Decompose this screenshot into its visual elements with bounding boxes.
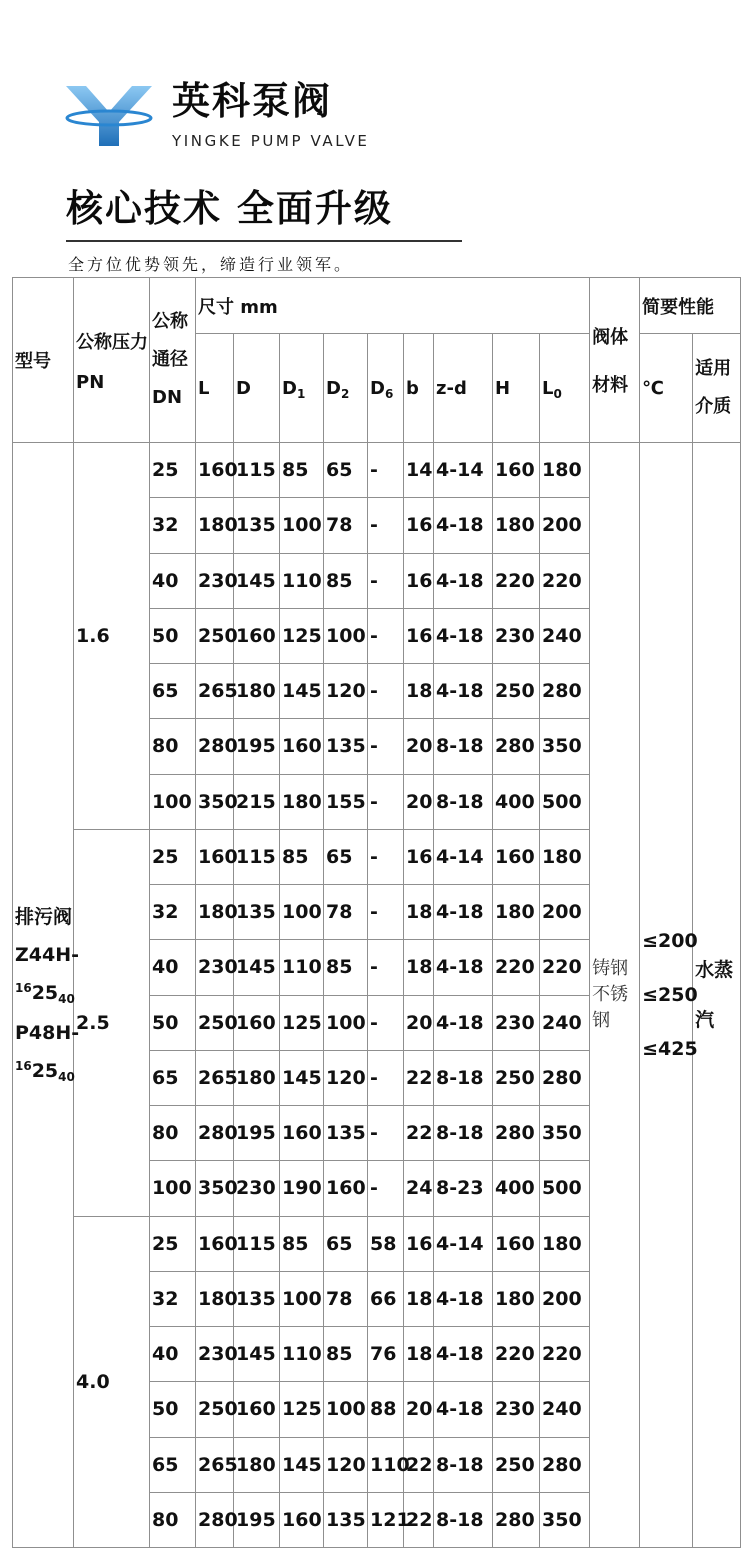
cell-dn: 50 <box>150 608 196 663</box>
cell-l0: 180 <box>540 1216 590 1271</box>
slogan-divider <box>66 240 462 242</box>
cell-h: 220 <box>493 1327 540 1382</box>
pn-cell: 2.5 <box>74 829 150 1216</box>
header-D6-sub: 6 <box>384 386 394 401</box>
cell-zd: 4-14 <box>434 1216 493 1271</box>
cell-d: 145 <box>234 553 280 608</box>
cell-d6: - <box>368 1050 404 1105</box>
header-material-line2: 材料 <box>592 375 629 396</box>
cell-dn: 25 <box>150 1216 196 1271</box>
brand-name-en: YINGKE PUMP VALVE <box>172 132 370 150</box>
cell-d2: 100 <box>324 1382 368 1437</box>
header-pn <box>74 278 150 443</box>
cell-l: 230 <box>196 553 234 608</box>
cell-zd: 8-23 <box>434 1161 493 1216</box>
cell-d6: - <box>368 940 404 995</box>
cell-d: 115 <box>234 829 280 884</box>
cell-d6: - <box>368 553 404 608</box>
cell-d1: 160 <box>280 719 324 774</box>
cell-dn: 32 <box>150 498 196 553</box>
cell-d1: 100 <box>280 1271 324 1326</box>
cell-d: 135 <box>234 498 280 553</box>
cell-dn: 80 <box>150 1106 196 1161</box>
cell-b: 20 <box>404 1382 434 1437</box>
cell-l0: 280 <box>540 1437 590 1492</box>
cell-d6: - <box>368 774 404 829</box>
pn-cell: 4.0 <box>74 1216 150 1548</box>
cell-d6: 88 <box>368 1382 404 1437</box>
cell-d2: 78 <box>324 498 368 553</box>
cell-l0: 200 <box>540 498 590 553</box>
temperature-1: ≤200 <box>642 930 698 952</box>
cell-l0: 500 <box>540 1161 590 1216</box>
cell-zd: 4-18 <box>434 940 493 995</box>
cell-dn: 80 <box>150 719 196 774</box>
cell-l: 230 <box>196 1327 234 1382</box>
cell-d1: 85 <box>280 829 324 884</box>
header-L0 <box>540 334 590 443</box>
material-line3: 钢 <box>592 1010 611 1031</box>
cell-zd: 4-18 <box>434 1327 493 1382</box>
cell-h: 220 <box>493 553 540 608</box>
cell-d1: 145 <box>280 1437 324 1492</box>
cell-zd: 8-18 <box>434 1050 493 1105</box>
cell-d1: 180 <box>280 774 324 829</box>
cell-b: 22 <box>404 1437 434 1492</box>
cell-l: 230 <box>196 940 234 995</box>
cell-d6: 58 <box>368 1216 404 1271</box>
header-L: L <box>196 334 234 443</box>
cell-dn: 65 <box>150 1437 196 1492</box>
cell-l0: 280 <box>540 664 590 719</box>
cell-d6: - <box>368 608 404 663</box>
cell-h: 160 <box>493 829 540 884</box>
header-dn-line1: 公称 <box>152 311 188 332</box>
header-dn-line3: DN <box>152 387 183 408</box>
cell-d: 180 <box>234 664 280 719</box>
header-pn-line2: PN <box>76 371 105 393</box>
cell-d2: 120 <box>324 664 368 719</box>
cell-d: 160 <box>234 608 280 663</box>
cell-d: 215 <box>234 774 280 829</box>
cell-dn: 32 <box>150 885 196 940</box>
cell-d1: 145 <box>280 664 324 719</box>
header-L0-sub: 0 <box>553 386 562 401</box>
cell-b: 18 <box>404 940 434 995</box>
brand-name: 英科泵阀 <box>172 79 333 123</box>
cell-d2: 120 <box>324 1050 368 1105</box>
cell-h: 250 <box>493 664 540 719</box>
model-line4: P48H- <box>15 1022 80 1044</box>
header-row <box>13 278 741 334</box>
header-D2 <box>324 334 368 443</box>
cell-zd: 4-18 <box>434 995 493 1050</box>
cell-l0: 200 <box>540 1271 590 1326</box>
cell-l: 280 <box>196 1492 234 1547</box>
cell-h: 230 <box>493 995 540 1050</box>
cell-h: 160 <box>493 443 540 498</box>
cell-dn: 65 <box>150 664 196 719</box>
cell-zd: 4-18 <box>434 664 493 719</box>
material-line1: 铸钢 <box>592 958 629 979</box>
cell-d6: - <box>368 498 404 553</box>
cell-b: 16 <box>404 829 434 884</box>
cell-zd: 8-18 <box>434 1492 493 1547</box>
cell-d2: 65 <box>324 1216 368 1271</box>
cell-l: 265 <box>196 664 234 719</box>
cell-d6: - <box>368 829 404 884</box>
cell-d: 180 <box>234 1050 280 1105</box>
header-dn-line2: 通径 <box>152 349 188 370</box>
temperature-2: ≤250 <box>642 984 698 1006</box>
material-cell <box>590 443 640 1548</box>
cell-l: 350 <box>196 1161 234 1216</box>
header-medium-line1: 适用 <box>695 358 732 379</box>
cell-b: 18 <box>404 664 434 719</box>
cell-l0: 220 <box>540 940 590 995</box>
cell-d1: 85 <box>280 443 324 498</box>
model-cell <box>13 443 80 1548</box>
cell-d1: 160 <box>280 1492 324 1547</box>
header-pn-line1: 公称压力 <box>76 331 148 353</box>
cell-d2: 100 <box>324 995 368 1050</box>
cell-zd: 8-18 <box>434 719 493 774</box>
cell-d2: 85 <box>324 940 368 995</box>
cell-l0: 280 <box>540 1050 590 1105</box>
cell-b: 14 <box>404 443 434 498</box>
cell-dn: 100 <box>150 774 196 829</box>
cell-l0: 500 <box>540 774 590 829</box>
cell-h: 280 <box>493 1106 540 1161</box>
cell-b: 20 <box>404 719 434 774</box>
cell-d: 145 <box>234 1327 280 1382</box>
cell-h: 180 <box>493 1271 540 1326</box>
cell-l0: 200 <box>540 885 590 940</box>
header-D2-base: D <box>326 377 341 399</box>
cell-d6: - <box>368 664 404 719</box>
cell-l: 350 <box>196 774 234 829</box>
cell-l0: 350 <box>540 1106 590 1161</box>
header-material-line1: 阀体 <box>592 327 629 348</box>
header-D6 <box>368 334 404 443</box>
cell-d6: - <box>368 1161 404 1216</box>
cell-d2: 65 <box>324 443 368 498</box>
cell-d1: 100 <box>280 885 324 940</box>
cell-b: 18 <box>404 885 434 940</box>
cell-l: 160 <box>196 1216 234 1271</box>
cell-d: 145 <box>234 940 280 995</box>
cell-dn: 80 <box>150 1492 196 1547</box>
cell-d: 115 <box>234 1216 280 1271</box>
cell-l0: 180 <box>540 443 590 498</box>
cell-zd: 4-14 <box>434 443 493 498</box>
header-material <box>590 278 640 443</box>
model-line5-sub: 40 <box>58 1070 75 1084</box>
cell-h: 280 <box>493 719 540 774</box>
cell-l: 280 <box>196 719 234 774</box>
cell-d1: 190 <box>280 1161 324 1216</box>
medium-line1: 水蒸 <box>695 959 734 981</box>
cell-h: 280 <box>493 1492 540 1547</box>
model-line1: 排污阀 <box>15 906 73 928</box>
cell-l0: 180 <box>540 829 590 884</box>
cell-l: 280 <box>196 1106 234 1161</box>
cell-d2: 120 <box>324 1437 368 1492</box>
cell-h: 180 <box>493 885 540 940</box>
cell-d: 195 <box>234 1106 280 1161</box>
cell-h: 230 <box>493 1382 540 1437</box>
cell-dn: 25 <box>150 443 196 498</box>
cell-d2: 78 <box>324 885 368 940</box>
cell-zd: 8-18 <box>434 774 493 829</box>
cell-dn: 100 <box>150 1161 196 1216</box>
cell-l: 265 <box>196 1437 234 1492</box>
cell-dn: 50 <box>150 995 196 1050</box>
temperature-3: ≤425 <box>642 1038 698 1060</box>
cell-d2: 155 <box>324 774 368 829</box>
slogan-title: 核心技术 全面升级 <box>66 186 393 230</box>
header-perf: 简要性能 <box>640 278 741 334</box>
cell-d1: 125 <box>280 995 324 1050</box>
pn-cell: 1.6 <box>74 443 150 830</box>
cell-d: 115 <box>234 443 280 498</box>
cell-l0: 240 <box>540 995 590 1050</box>
cell-d2: 160 <box>324 1161 368 1216</box>
cell-l: 160 <box>196 829 234 884</box>
cell-d1: 110 <box>280 1327 324 1382</box>
cell-d1: 145 <box>280 1050 324 1105</box>
cell-l: 180 <box>196 1271 234 1326</box>
cell-b: 20 <box>404 995 434 1050</box>
cell-l0: 220 <box>540 1327 590 1382</box>
model-line2: Z44H- <box>15 944 80 966</box>
cell-zd: 4-18 <box>434 498 493 553</box>
medium-cell <box>693 443 741 1548</box>
cell-dn: 50 <box>150 1382 196 1437</box>
cell-dn: 40 <box>150 1327 196 1382</box>
cell-b: 16 <box>404 608 434 663</box>
model-line3-sub: 40 <box>58 992 75 1006</box>
cell-d: 135 <box>234 1271 280 1326</box>
cell-d6: 66 <box>368 1271 404 1326</box>
cell-d6: - <box>368 885 404 940</box>
cell-zd: 4-18 <box>434 1271 493 1326</box>
model-line3-main: 25 <box>31 982 59 1004</box>
cell-d6: - <box>368 719 404 774</box>
table-row <box>13 443 741 498</box>
cell-b: 16 <box>404 498 434 553</box>
cell-l: 180 <box>196 885 234 940</box>
cell-l: 265 <box>196 1050 234 1105</box>
cell-l: 250 <box>196 1382 234 1437</box>
cell-d: 230 <box>234 1161 280 1216</box>
cell-zd: 4-14 <box>434 829 493 884</box>
cell-l0: 240 <box>540 1382 590 1437</box>
cell-zd: 4-18 <box>434 885 493 940</box>
cell-d: 195 <box>234 719 280 774</box>
header-H: H <box>493 334 540 443</box>
cell-d1: 110 <box>280 940 324 995</box>
cell-d6: 121 <box>368 1492 404 1547</box>
model-line3-sup: 16 <box>15 981 32 995</box>
header-temp: ℃ <box>640 334 693 443</box>
cell-b: 22 <box>404 1050 434 1105</box>
cell-b: 24 <box>404 1161 434 1216</box>
cell-h: 400 <box>493 774 540 829</box>
cell-d: 160 <box>234 995 280 1050</box>
y-logo-icon <box>64 78 154 150</box>
cell-zd: 4-18 <box>434 1382 493 1437</box>
header-medium <box>693 334 741 443</box>
header-b: b <box>404 334 434 443</box>
header-dn <box>150 278 196 443</box>
cell-b: 16 <box>404 1216 434 1271</box>
cell-b: 20 <box>404 774 434 829</box>
cell-d2: 135 <box>324 1492 368 1547</box>
header-D1-base: D <box>282 377 297 399</box>
cell-d6: - <box>368 443 404 498</box>
model-line5 <box>15 1052 73 1092</box>
cell-h: 220 <box>493 940 540 995</box>
cell-h: 250 <box>493 1437 540 1492</box>
cell-d1: 85 <box>280 1216 324 1271</box>
cell-h: 230 <box>493 608 540 663</box>
temperature-cell <box>640 443 698 1548</box>
cell-d2: 135 <box>324 719 368 774</box>
cell-d2: 65 <box>324 829 368 884</box>
cell-zd: 4-18 <box>434 608 493 663</box>
cell-d: 195 <box>234 1492 280 1547</box>
cell-d1: 125 <box>280 1382 324 1437</box>
cell-d: 160 <box>234 1382 280 1437</box>
header-dims: 尺寸 mm <box>196 278 590 334</box>
spec-table-body <box>13 278 741 1548</box>
cell-b: 18 <box>404 1327 434 1382</box>
header-D: D <box>234 334 280 443</box>
cell-l0: 350 <box>540 719 590 774</box>
cell-d: 135 <box>234 885 280 940</box>
cell-d: 180 <box>234 1437 280 1492</box>
header-D1-sub: 1 <box>296 386 306 401</box>
model-line5-sup: 16 <box>15 1059 32 1073</box>
cell-d1: 100 <box>280 498 324 553</box>
slogan-subtitle: 全方位优势领先，缔造行业领军。 <box>68 255 354 274</box>
header-medium-line2: 介质 <box>695 396 732 417</box>
cell-d1: 160 <box>280 1106 324 1161</box>
cell-d6: - <box>368 995 404 1050</box>
cell-b: 22 <box>404 1106 434 1161</box>
cell-d6: 110 <box>368 1437 404 1492</box>
cell-zd: 4-18 <box>434 553 493 608</box>
header-model: 型号 <box>13 278 74 443</box>
cell-b: 16 <box>404 553 434 608</box>
cell-dn: 25 <box>150 829 196 884</box>
cell-l: 250 <box>196 995 234 1050</box>
cell-l0: 240 <box>540 608 590 663</box>
model-line5-main: 25 <box>31 1060 59 1082</box>
header-zd: z-d <box>434 334 493 443</box>
medium-line2: 汽 <box>695 1009 715 1031</box>
cell-b: 22 <box>404 1492 434 1547</box>
cell-d2: 78 <box>324 1271 368 1326</box>
cell-l: 160 <box>196 443 234 498</box>
cell-d2: 100 <box>324 608 368 663</box>
page-header <box>0 0 750 275</box>
cell-d2: 85 <box>324 553 368 608</box>
material-line2: 不锈 <box>592 984 629 1005</box>
cell-l: 180 <box>196 498 234 553</box>
cell-h: 160 <box>493 1216 540 1271</box>
cell-b: 18 <box>404 1271 434 1326</box>
cell-zd: 8-18 <box>434 1106 493 1161</box>
model-line3 <box>15 974 73 1014</box>
cell-l: 250 <box>196 608 234 663</box>
header-D6-base: D <box>370 377 385 399</box>
header-D2-sub: 2 <box>340 386 350 401</box>
cell-d2: 135 <box>324 1106 368 1161</box>
cell-dn: 32 <box>150 1271 196 1326</box>
cell-dn: 65 <box>150 1050 196 1105</box>
cell-h: 400 <box>493 1161 540 1216</box>
cell-d6: 76 <box>368 1327 404 1382</box>
header-D1 <box>280 334 324 443</box>
spec-table <box>12 277 741 1548</box>
cell-d1: 125 <box>280 608 324 663</box>
cell-zd: 8-18 <box>434 1437 493 1492</box>
cell-l0: 220 <box>540 553 590 608</box>
cell-d6: - <box>368 1106 404 1161</box>
cell-dn: 40 <box>150 940 196 995</box>
cell-dn: 40 <box>150 553 196 608</box>
header-L0-base: L <box>542 377 554 399</box>
cell-d2: 85 <box>324 1327 368 1382</box>
cell-h: 250 <box>493 1050 540 1105</box>
cell-h: 180 <box>493 498 540 553</box>
cell-l0: 350 <box>540 1492 590 1547</box>
cell-d1: 110 <box>280 553 324 608</box>
